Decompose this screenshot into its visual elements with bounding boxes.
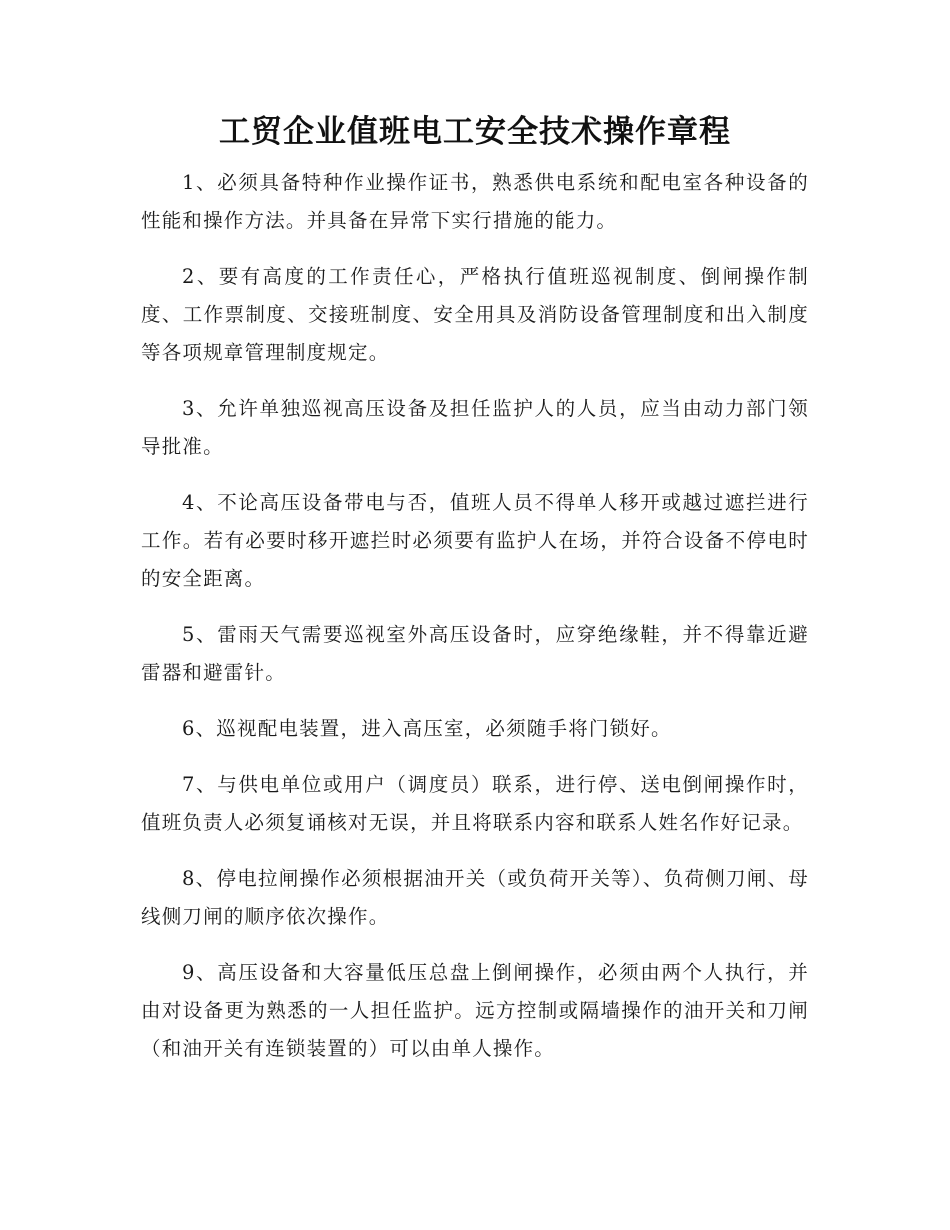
paragraph-2: 2、要有高度的工作责任心，严格执行值班巡视制度、倒闸操作制度、工作票制度、交接班制度、安全用具及消防设备管理制度和出入制度等各项规章管理制度规定。	[141, 265, 809, 364]
paragraph-3: 3、允许单独巡视高压设备及担任监护人的人员，应当由动力部门领导批准。	[141, 397, 809, 458]
paragraph-5: 5、雷雨天气需要巡视室外高压设备时，应穿绝缘鞋，并不得靠近避雷器和避雷针。	[141, 623, 809, 684]
paragraph-7: 7、与供电单位或用户（调度员）联系，进行停、送电倒闸操作时，值班负责人必须复诵核对无误，并且将联系内容和联系人姓名作好记录。	[141, 773, 809, 834]
paragraph-8: 8、停电拉闸操作必须根据油开关（或负荷开关等）、负荷侧刀闸、母线侧刀闸的顺序依次操作。	[141, 867, 809, 928]
paragraph-9: 9、高压设备和大容量低压总盘上倒闸操作，必须由两个人执行，并由对设备更为熟悉的一人担任监护。远方控制或隔墙操作的油开关和刀闸（和油开关有连锁装置的）可以由单人操作。	[141, 961, 809, 1060]
document-body	[141, 164, 809, 1086]
document-title: 工贸企业值班电工安全技术操作章程	[219, 114, 731, 150]
paragraph-1: 1、必须具备特种作业操作证书，熟悉供电系统和配电室各种设备的性能和操作方法。并具备在异常下实行措施的能力。	[141, 171, 809, 232]
paragraph-4: 4、不论高压设备带电与否，值班人员不得单人移开或越过遮拦进行工作。若有必要时移开遮拦时必须要有监护人在场，并符合设备不停电时的安全距离。	[141, 491, 809, 590]
paragraph-6: 6、巡视配电装置，进入高压室，必须随手将门锁好。	[182, 717, 672, 740]
